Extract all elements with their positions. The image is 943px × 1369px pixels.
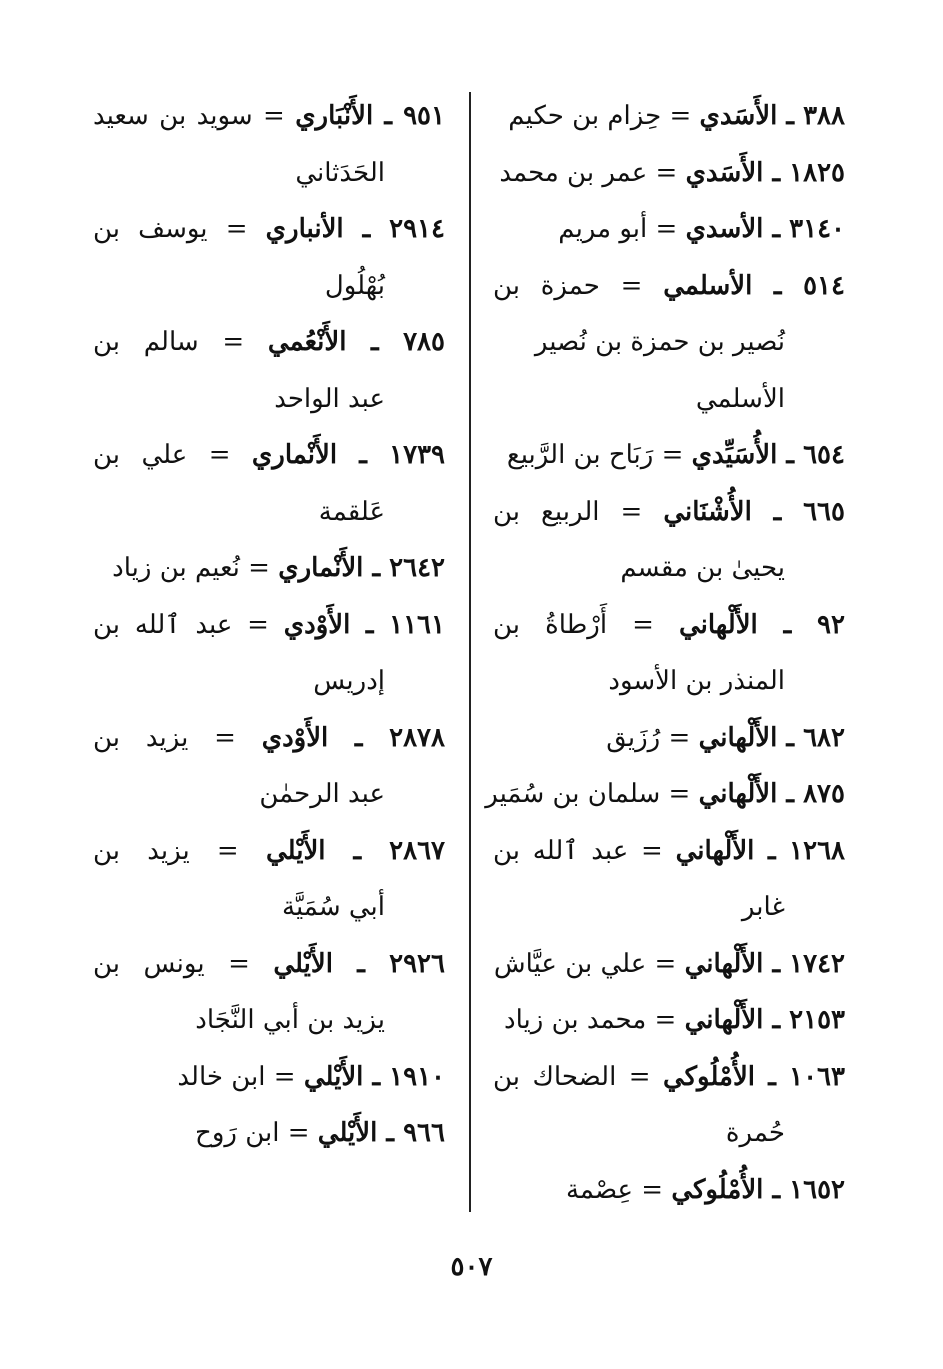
entry-continuation: عَلقمة [318,496,385,527]
entry-headline: ٦٦٥ ـ الأُشْنَاني = الربيع بن [493,496,845,527]
entry-nisba: الأَيْلي [303,1061,364,1092]
entry-name: يزيد بن [93,835,190,866]
entry-nisba: الأَيْلي [273,948,333,979]
entry-name: رَبَاح بن الرَّبيع [506,440,654,470]
entry-headline: ٢٩٢٦ ـ الأَيْلي = يونس بن [93,948,445,979]
entry-continuation: إدريس [313,666,385,696]
entry-name: أبو مريم [558,214,648,244]
entry-headline: ٨٧٥ ـ الأَلْهاني = سلمان بن سُمَير [485,779,845,809]
entry-headline: ٦٥٤ ـ الأُسَيِّدي = رَبَاح بن الرَّبيع [506,440,845,470]
page-number: ٥٠٧ [450,1252,493,1282]
entry-name: رُزَيق [606,722,661,753]
index-entry [493,201,845,258]
entry-number: ١٧٣٩ [389,440,445,470]
entry-continuation: الأسلمي [695,383,785,414]
entry-number: ٩٦٦ [403,1118,445,1148]
entry-nisba: الأَوْدي [283,609,351,640]
entry-continuation: أبي سُمَيَّة [282,892,385,922]
entry-nisba: الأَسَدي [685,157,764,188]
entry-nisba: الأَيْلي [317,1118,378,1148]
entry-number: ١٠٦٣ [789,1061,845,1092]
index-entry [493,597,845,710]
entry-headline: ٣٨٨ ـ الأَسَدي = حِزام بن حكيم [508,101,845,131]
entry-headline: ٢٦٤٢ ـ الأَنْماري = نُعيم بن زياد [112,553,445,583]
entry-headline: ٥١٤ ـ الأسلمي = حمزة بن [493,270,845,301]
entry-number: ٢١٥٣ [789,1005,845,1035]
entry-nisba: الأَنْماري [251,440,338,470]
entry-name: سلمان بن سُمَير [485,779,661,809]
entry-name: علي بن [93,440,188,470]
index-entry [93,314,445,427]
entry-name: علي بن عيَّاش [493,948,647,979]
entry-number: ١٩١٠ [389,1061,445,1092]
entry-nisba: الأَلْهاني [698,722,778,753]
entry-nisba: الأَلْهاني [678,609,758,640]
entry-continuation: عبد الرحمٰن [259,779,385,809]
entry-nisba: الأَنْبَاري [295,101,374,131]
entry-nisba: الأنباري [265,214,344,244]
entry-headline: ١٩١٠ ـ الأَيْلي = ابن خالد [177,1061,445,1092]
entry-headline: ١٧٤٢ ـ الأَلْهاني = علي بن عيَّاش [493,948,845,979]
entry-name: الربيع بن [493,496,600,527]
entry-name: ابن خالد [177,1061,266,1092]
entry-number: ٦٥٤ [803,440,845,470]
entry-number: ٣٨٨ [803,101,845,131]
entry-name: حمزة بن [493,270,600,301]
entry-number: ٢٩٢٦ [389,948,445,979]
entry-name: نُعيم بن زياد [112,553,240,583]
entry-headline: ٧٨٥ ـ الأَنْعُمي = سالم بن [93,327,445,357]
entry-nisba: الأَلْهاني [684,948,764,979]
entry-headline: ٢١٥٣ ـ الأَلْهاني = محمد بن زياد [504,1005,845,1035]
index-entry [493,823,845,936]
index-entry [93,597,445,710]
entry-nisba: الأسلمي [663,270,753,301]
entry-nisba: الأَسَدي [699,101,778,131]
index-entry [93,201,445,314]
entry-continuation: حُمرة [725,1118,785,1148]
entry-headline: ٩٢ ـ الأَلْهاني = أَرْطاةُ بن [493,609,845,640]
entry-headline: ١٢٦٨ ـ الأَلْهاني = عبد ٱلله بن [493,835,845,866]
entry-number: ١٧٤٢ [789,948,845,979]
entry-headline: ١٦٥٢ ـ الأُمْلُوكي = عِصْمة [565,1174,845,1205]
entry-headline: ١١٦١ ـ الأَوْدي = عبد ٱلله بن [93,609,445,640]
entry-nisba: الأَلْهاني [675,835,755,866]
entry-number: ٥١٤ [803,270,845,301]
entry-continuation: نُصير بن حمزة بن نُصير [534,327,785,357]
entry-number: ٦٦٥ [803,496,845,527]
entry-name: عمر بن محمد [499,157,648,188]
entry-headline: ٢٨٧٨ ـ الأَوْدي = يزيد بن [93,722,445,753]
entry-name: محمد بن زياد [504,1005,647,1035]
entry-nisba: الأَنْعُمي [267,327,347,357]
entry-number: ٢٨٦٧ [389,835,445,866]
entry-continuation: عبد الواحد [274,383,385,414]
entry-number: ١٦٥٢ [789,1174,845,1205]
index-entry [93,823,445,936]
index-entry [493,936,845,993]
entry-headline: ٢٨٦٧ ـ الأَيْلي = يزيد بن [93,835,445,866]
entry-nisba: الأُمْلُوكي [662,1061,756,1092]
entry-continuation: يزيد بن أبي النَّجَاد [195,1005,385,1035]
index-entry [493,88,845,145]
index-column-right [485,88,845,1218]
entry-name: عبد ٱلله بن [493,835,629,866]
entry-number: ٢٩١٤ [389,214,445,244]
entry-nisba: الأَلْهاني [684,1005,764,1035]
index-entry [93,1105,445,1162]
entry-nisba: الأُشْنَاني [663,496,752,527]
entry-name: أَرْطاةُ بن [493,609,608,640]
entry-nisba: الأُمْلُوكي [671,1174,764,1205]
index-entry [93,88,445,201]
entry-number: ٩٢ [817,609,845,640]
entry-continuation: يحيىٰ بن مقسم [620,553,785,583]
index-entry [485,766,845,823]
index-entry [93,710,445,823]
entry-nisba: الأَيْلي [265,835,326,866]
index-entry [493,710,845,767]
entry-name: عِصْمة [565,1174,633,1205]
index-entry [93,1049,445,1106]
index-entry [493,484,845,597]
index-column-left [93,88,445,1162]
entry-headline: ٩٦٦ ـ الأَيْلي = ابن رَوح [195,1118,445,1148]
entry-name: يوسف بن [93,214,208,244]
entry-name: ابن رَوح [195,1118,280,1148]
entry-number: ١١٦١ [389,609,445,640]
index-entry [93,540,445,597]
index-entry [493,427,845,484]
entry-name: يزيد بن [93,722,189,753]
entry-continuation: بُهْلُول [324,270,385,301]
entry-number: ٦٨٢ [803,722,845,753]
entry-nisba: الأَوْدي [261,722,329,753]
entry-name: عبد ٱلله بن [93,609,233,640]
entry-continuation: المنذر بن الأسود [608,666,785,696]
index-entry [493,258,845,428]
entry-number: ٢٦٤٢ [389,553,445,583]
entry-number: ٩٥١ [403,101,445,131]
entry-number: ١٢٦٨ [789,835,845,866]
entry-name: سالم بن [93,327,199,357]
entry-headline: ٢٩١٤ ـ الأنباري = يوسف بن [93,214,445,244]
entry-number: ١٨٢٥ [789,157,845,188]
entry-nisba: الأُسَيِّدي [691,440,778,470]
entry-number: ٨٧٥ [803,779,845,809]
entry-nisba: الأَلْهاني [698,779,778,809]
entry-name: حِزام بن حكيم [508,101,662,131]
entry-name: سويد بن سعيد [93,101,253,131]
index-entry [493,1049,845,1162]
entry-nisba: الأَنْماري [278,553,364,583]
index-entry [493,145,845,202]
entry-number: ٧٨٥ [403,327,445,357]
entry-headline: ١٧٣٩ ـ الأَنْماري = علي بن [93,440,445,470]
index-entry [93,936,445,1049]
index-entry [493,1162,845,1219]
entry-number: ٢٨٧٨ [389,722,445,753]
entry-headline: ١٨٢٥ ـ الأَسَدي = عمر بن محمد [499,157,845,188]
index-entry [93,427,445,540]
index-entry [493,992,845,1049]
entry-number: ٣١٤٠ [789,214,845,244]
entry-continuation: غابر [741,892,785,922]
entry-name: يونس بن [93,948,205,979]
entry-headline: ٦٨٢ ـ الأَلْهاني = رُزَيق [606,722,845,753]
entry-headline: ٣١٤٠ ـ الأسدي = أبو مريم [558,214,845,244]
entry-continuation: الحَدَثاني [295,157,385,188]
column-divider [469,92,471,1212]
entry-nisba: الأسدي [685,214,764,244]
entry-name: الضحاك بن [493,1061,617,1092]
entry-headline: ٩٥١ ـ الأَنْبَاري = سويد بن سعيد [93,101,445,131]
entry-headline: ١٠٦٣ ـ الأُمْلُوكي = الضحاك بن [493,1061,845,1092]
